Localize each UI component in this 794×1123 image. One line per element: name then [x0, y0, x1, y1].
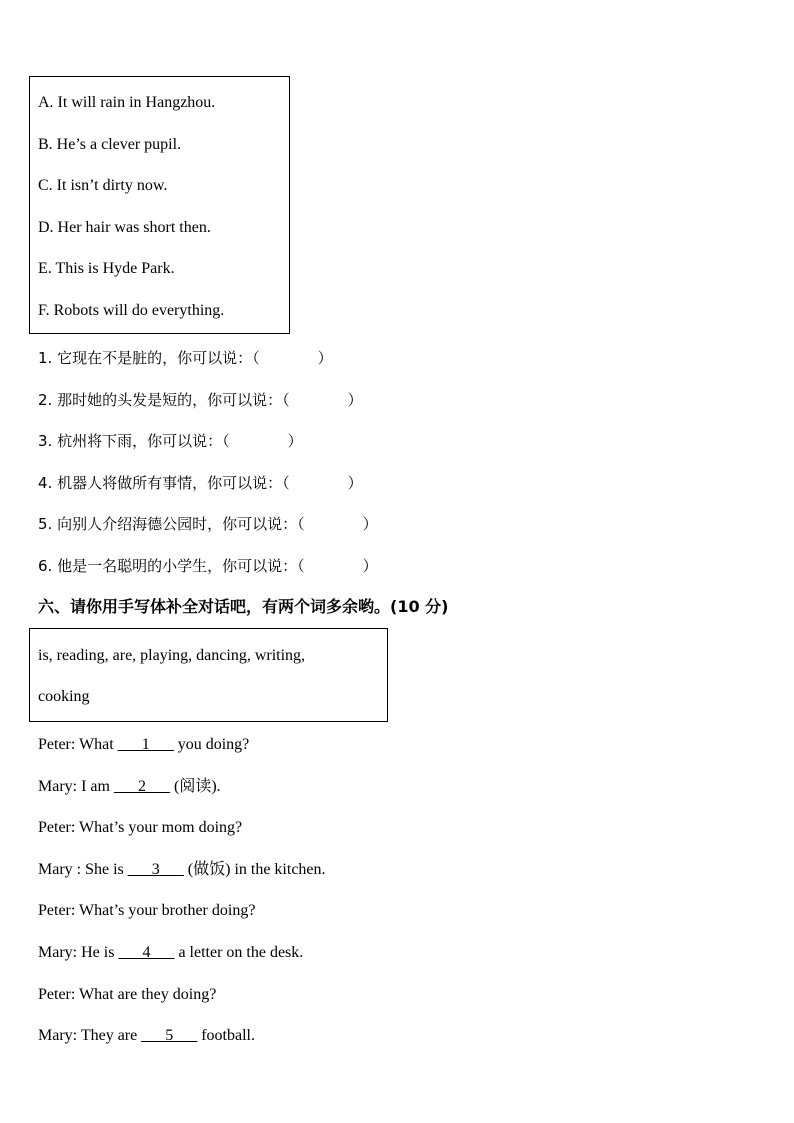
question-text: 向别人介绍海德公园时，你可以说：（ — [57, 515, 305, 533]
question-number: 4. — [38, 474, 53, 492]
fill-blank-1[interactable]: ___1___ — [117, 736, 174, 753]
word-bank-line-2: cooking — [38, 688, 90, 705]
question-close: ） — [317, 349, 333, 367]
dialogue-text: Mary: He is — [38, 944, 119, 961]
fill-blank-5[interactable]: ___5___ — [141, 1027, 198, 1044]
question-number: 6. — [38, 557, 53, 575]
question-2 — [38, 390, 363, 410]
dialogue-line-4 — [38, 860, 326, 880]
question-text: 杭州将下雨，你可以说：（ — [57, 432, 230, 450]
section-heading: 六、请你用手写体补全对话吧，有两个词多余哟。(10 分) — [38, 597, 449, 616]
dialogue-line-8 — [38, 1026, 255, 1046]
dialogue-text: Peter: What — [38, 736, 118, 753]
option-c: C. It isn’t dirty now. — [38, 177, 168, 194]
question-number: 3. — [38, 432, 53, 450]
option-d: D. Her hair was short then. — [38, 219, 211, 236]
question-text: 它现在不是脏的，你可以说：（ — [57, 349, 260, 367]
fill-blank-3[interactable]: ___3___ — [127, 861, 184, 878]
question-4 — [38, 473, 363, 493]
dialogue-text: Peter: What’s your mom doing? — [38, 819, 243, 836]
word-bank-line-1: is, reading, are, playing, dancing, writing, — [38, 647, 306, 664]
dialogue-text: you doing? — [173, 736, 250, 753]
question-close: ） — [287, 432, 303, 450]
dialogue-line-3 — [38, 818, 242, 838]
question-text: 他是一名聪明的小学生，你可以说：（ — [57, 557, 305, 575]
dialogue-text: Mary : She is — [38, 861, 128, 878]
dialogue-line-1 — [38, 735, 249, 755]
dialogue-text: Mary: I am — [38, 778, 114, 795]
option-a: A. It will rain in Hangzhou. — [38, 94, 216, 111]
dialogue-line-2 — [38, 777, 221, 797]
dialogue-text: football. — [197, 1027, 255, 1044]
dialogue-text: Peter: What are they doing? — [38, 986, 217, 1003]
question-number: 1. — [38, 349, 53, 367]
question-number: 5. — [38, 515, 53, 533]
question-1 — [38, 348, 333, 368]
question-5 — [38, 514, 378, 534]
dialogue-text: Peter: What’s your brother doing? — [38, 902, 256, 919]
fill-blank-4[interactable]: ___4___ — [118, 944, 175, 961]
question-number: 2. — [38, 391, 53, 409]
question-close: ） — [362, 557, 378, 575]
dialogue-text: (做饭) in the kitchen. — [183, 861, 326, 878]
question-close: ） — [347, 391, 363, 409]
word-bank-box — [29, 628, 388, 722]
question-text: 机器人将做所有事情，你可以说：（ — [57, 474, 290, 492]
options-box — [29, 76, 290, 334]
question-close: ） — [347, 474, 363, 492]
dialogue-line-5 — [38, 901, 255, 921]
question-text: 那时她的头发是短的，你可以说：（ — [57, 391, 290, 409]
question-6 — [38, 556, 378, 576]
dialogue-text: Mary: They are — [38, 1027, 142, 1044]
dialogue-text: a letter on the desk. — [174, 944, 304, 961]
question-3 — [38, 431, 303, 451]
dialogue-line-6 — [38, 943, 303, 963]
option-e: E. This is Hyde Park. — [38, 260, 175, 277]
dialogue-line-7 — [38, 985, 216, 1005]
question-close: ） — [362, 515, 378, 533]
option-f: F. Robots will do everything. — [38, 302, 225, 319]
fill-blank-2[interactable]: ___2___ — [113, 778, 170, 795]
option-b: B. He’s a clever pupil. — [38, 136, 182, 153]
dialogue-text: (阅读). — [169, 778, 221, 795]
